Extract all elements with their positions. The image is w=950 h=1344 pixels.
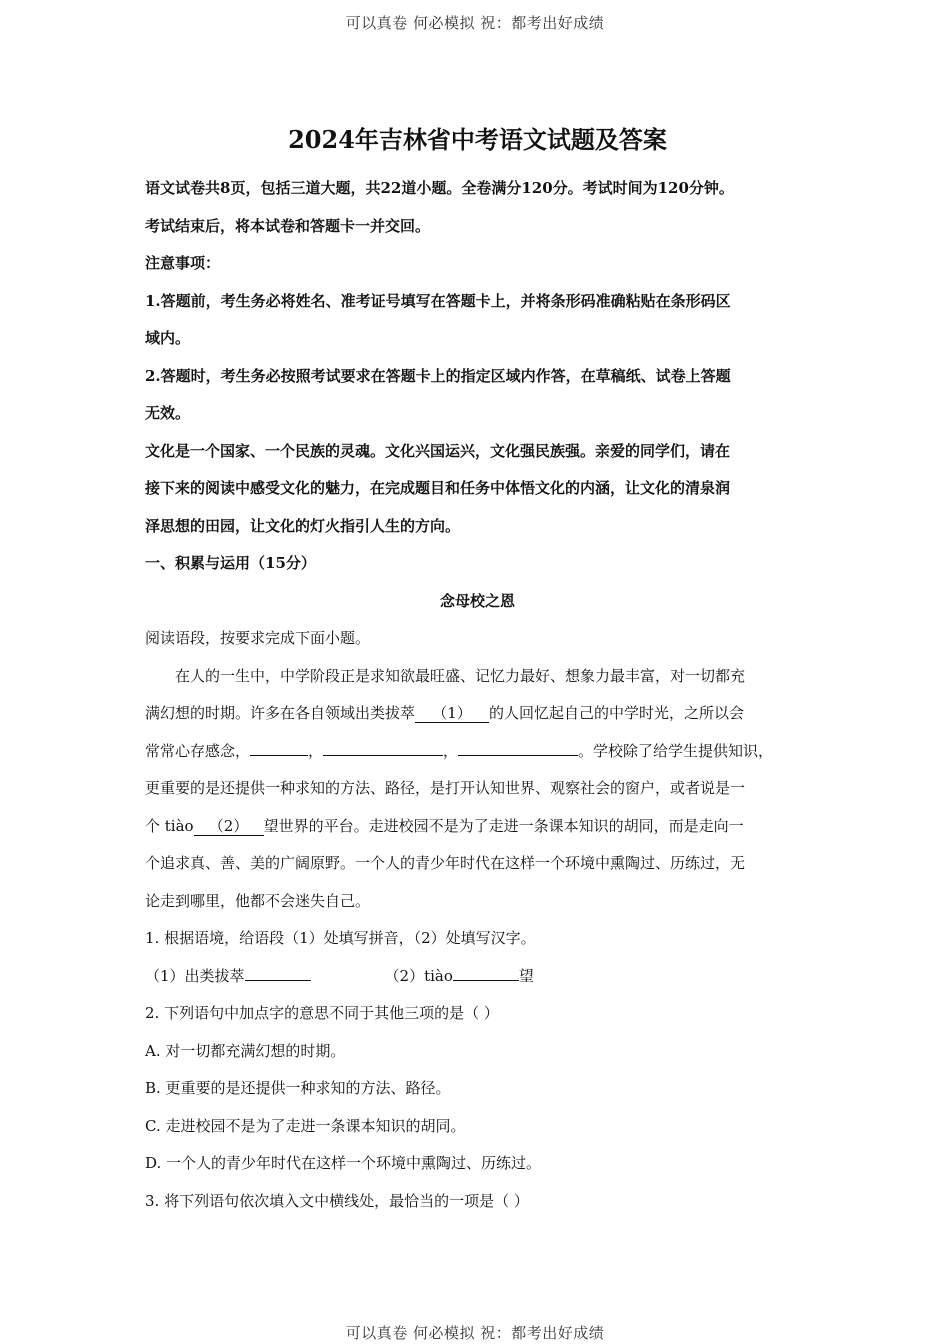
separator: ，: [443, 741, 459, 760]
passage-line: 论走到哪里，他都不会迷失自己。: [145, 891, 371, 910]
answer-line: [245, 964, 311, 981]
passage-text: 满幻想的时期。许多在各自领域出类拔萃: [145, 704, 416, 722]
preface-line: 接下来的阅读中感受文化的魅力，在完成题目和任务中体悟文化的内涵，让文化的清泉润: [145, 479, 731, 497]
answer-label: （1）出类拔萃: [145, 966, 245, 985]
question-2: 2. 下列语句中加点字的意思不同于其他三项的是（ ）: [145, 1004, 499, 1022]
answer-label: （2）tiào: [384, 966, 453, 985]
option-c: C. 走进校园不是为了走进一条课本知识的胡同。: [145, 1116, 466, 1135]
option-d: D. 一个人的青少年时代在这样一个环境中熏陶过、历练过。: [145, 1154, 542, 1172]
intro-line: 语文试卷共8页，包括三道大题，共22道小题。全卷满分120分。考试时间为120分钟。: [145, 179, 734, 197]
fill-line: [250, 755, 308, 756]
question-1: 1. 根据语境，给语段（1）处填写拼音，（2）处填写汉字。: [145, 929, 536, 947]
page-footer: 可以真卷 何必模拟 祝：都考出好成绩: [345, 1324, 605, 1342]
passage-text: 的人回忆起自己的中学时光，之所以会: [489, 704, 745, 722]
passage-text: 常常心存感念，: [145, 741, 251, 760]
passage-text: 望世界的平台。走进校园不是为了走进一条课本知识的胡同，而是走向一: [263, 816, 744, 835]
option-a: A. 对一切都充满幻想的时期。: [145, 1041, 346, 1060]
question-1-answers: [145, 958, 810, 996]
preface-line: 泽思想的田园，让文化的灯火指引人生的方向。: [145, 516, 461, 535]
blank-2: （2）: [194, 817, 264, 836]
notice-item: 1.答题前，考生务必将姓名、准考证号填写在答题卡上，并将条形码准确粘贴在条形码区: [145, 291, 731, 310]
exam-page: [145, 124, 810, 1220]
passage-line: [145, 695, 810, 733]
blank-1: （1）: [415, 704, 489, 723]
section-heading: 一、积累与运用（15分）: [145, 554, 316, 572]
passage-title: 念母校之恩: [439, 591, 515, 610]
answer-tail: 望: [518, 966, 534, 985]
fill-line: [323, 755, 443, 756]
passage-text: 个 tiào: [145, 816, 194, 835]
page-header: 可以真卷 何必模拟 祝：都考出好成绩: [345, 14, 605, 32]
notice-heading: 注意事项：: [145, 254, 221, 272]
page-title: 2024年吉林省中考语文试题及答案: [288, 125, 667, 154]
instruction: 阅读语段，按要求完成下面小题。: [145, 629, 371, 647]
passage-line: 个追求真、善、美的广阔原野。一个人的青少年时代在这样一个环境中熏陶过、历练过，无: [145, 854, 746, 872]
option-b: B. 更重要的是还提供一种求知的方法、路径。: [145, 1079, 451, 1097]
question-3: 3. 将下列语句依次填入文中横线处，最恰当的一项是（ ）: [145, 1191, 529, 1210]
passage-line: [145, 808, 810, 846]
answer-line: [453, 964, 519, 981]
passage-line: [145, 733, 810, 771]
passage-text: 。学校除了给学生提供知识，: [578, 741, 774, 760]
notice-item: 2.答题时，考生务必按照考试要求在答题卡上的指定区域内作答，在草稿纸、试卷上答题: [145, 366, 731, 385]
preface-line: 文化是一个国家、一个民族的灵魂。文化兴国运兴，文化强民族强。亲爱的同学们，请在: [145, 441, 731, 460]
notice-item: 域内。: [145, 329, 191, 347]
passage-line: 在人的一生中，中学阶段正是求知欲最旺盛、记忆力最好、想象力最丰富，对一切都充: [175, 666, 746, 685]
intro-line: 考试结束后，将本试卷和答题卡一并交回。: [145, 216, 431, 235]
fill-line: [458, 755, 578, 756]
passage-line: 更重要的是还提供一种求知的方法、路径，是打开认知世界、观察社会的窗户，或者说是一: [145, 779, 746, 797]
notice-item: 无效。: [145, 404, 191, 422]
separator: ，: [308, 741, 324, 760]
